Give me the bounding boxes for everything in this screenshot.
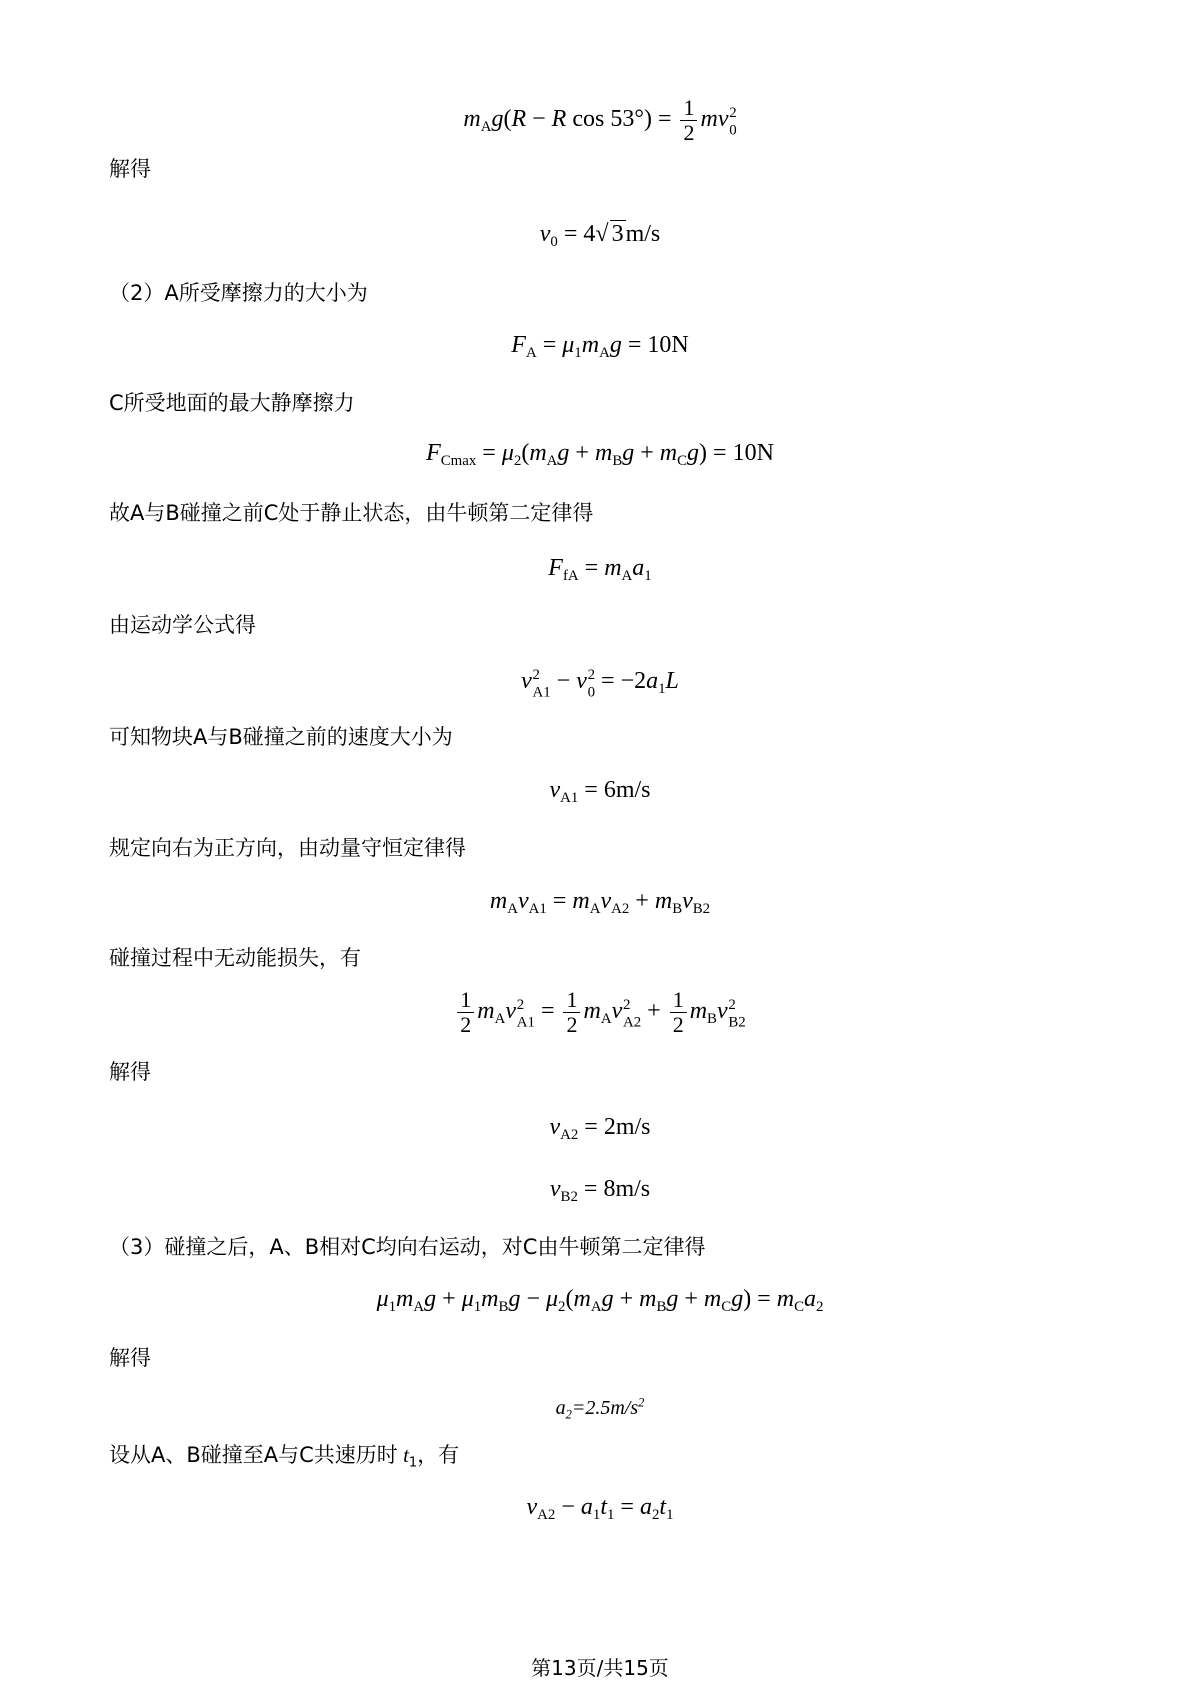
text-kinematics: 由运动学公式得 bbox=[109, 613, 256, 637]
text-c-static: 故A与B碰撞之前C处于静止状态，由牛顿第二定律得 bbox=[109, 501, 594, 525]
equation-common-velocity: $v_{A2} - a_1t_1 = a_2t_1$ bbox=[526, 1494, 674, 1524]
equation-vb2: $v_{B2} = 8m/s$ bbox=[549, 1176, 651, 1206]
equation-va1: $v_{A1} = 6m/s$ bbox=[549, 777, 651, 807]
text-solve-2: 解得 bbox=[109, 1060, 151, 1084]
equation-kinematics: v 2 A1 − v 2 $0 = -2a_1L$ bbox=[521, 667, 679, 702]
equation-v0: $v_0 = 4√$ 3m/s bbox=[539, 221, 661, 251]
equation-a2: $a_2=2.5m/s^2$ bbox=[555, 1395, 645, 1422]
text-c-max-friction: C所受地面的最大静摩擦力 bbox=[109, 391, 355, 415]
equation-newton-a: $F_{fA} = m_Aa_1$ bbox=[548, 555, 652, 585]
equation-energy: $m_Ag(R - R$ cos 53°) = $\frac{1}{2}$ mv 2 0 bbox=[463, 95, 737, 145]
text-solve-1: 解得 bbox=[109, 157, 151, 181]
text-part-2: （2）A所受摩擦力的大小为 bbox=[109, 281, 368, 305]
page-number: 第13页/共15页 bbox=[531, 1656, 669, 1680]
text-momentum: 规定向右为正方向，由动量守恒定律得 bbox=[109, 836, 466, 860]
equation-friction-a: $F_A = \mu_1m_Ag = 10N$ bbox=[511, 332, 689, 362]
equation-kinetic-energy: $\frac{1}{2}$ $m_Av$ 2 A1 = $\frac{1}{2}$ $m_Av$ 2 A2 + $\frac{1}{2}$ $m_Bv$ 2 B2 bbox=[0, 988, 1200, 1037]
text-part-3: （3）碰撞之后，A、B相对C均向右运动，对C由牛顿第二定律得 bbox=[109, 1235, 706, 1259]
equation-newton-c: $\mu_1m_Ag + \mu_1m_Bg - \mu_2(m_Ag + m_Bg + m_Cg) = m_Ca_2$ bbox=[376, 1286, 824, 1316]
text-no-energy-loss: 碰撞过程中无动能损失，有 bbox=[109, 946, 361, 970]
equation-momentum: $m_Av_{A1} = m_Av_{A2} + m_Bv_{B2}$ bbox=[489, 888, 711, 918]
equation-friction-c-max: $F_{Cmax} = \mu_2(m_Ag + m_Bg + m_Cg) = 10N$ bbox=[426, 440, 774, 470]
equation-va2: $v_{A2} = 2m/s$ bbox=[549, 1114, 651, 1144]
text-solve-3: 解得 bbox=[109, 1346, 151, 1370]
text-common-velocity: 设从A、B碰撞至A与C共速历时 $t_1$，有 bbox=[109, 1443, 460, 1471]
text-speed-before: 可知物块A与B碰撞之前的速度大小为 bbox=[109, 725, 453, 749]
